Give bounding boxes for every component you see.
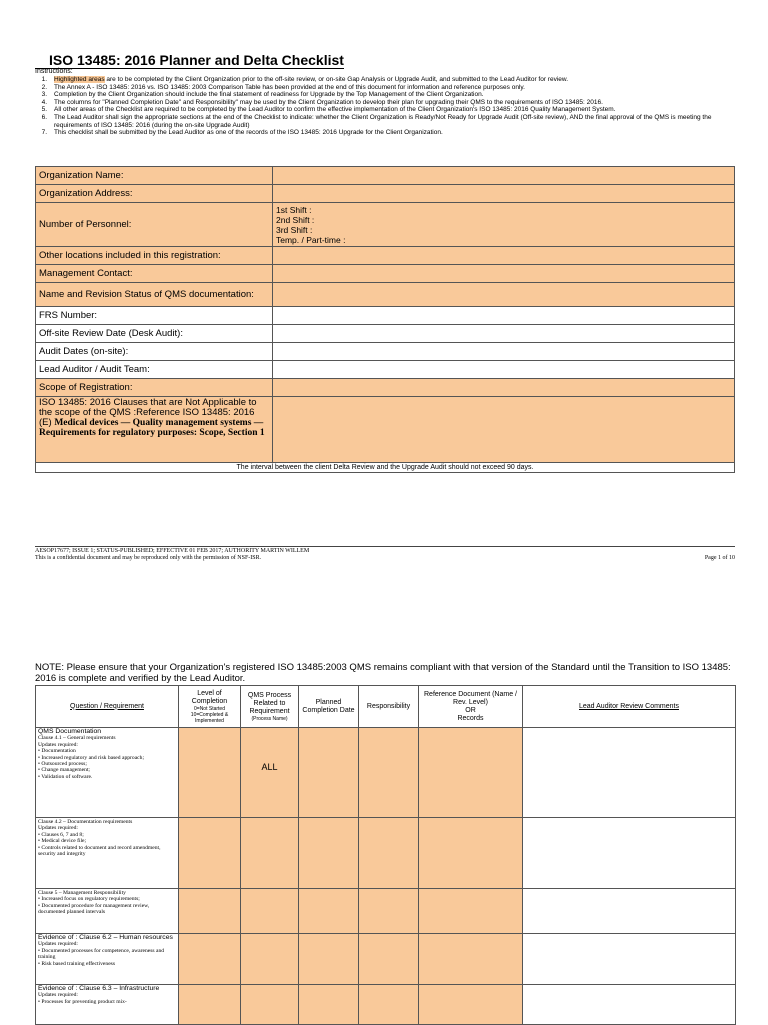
planned-date-cell[interactable] <box>299 934 359 985</box>
instruction-item: 2. The Annex A - ISO 13485: 2016 vs. ISO 13485: 2003 Comparison Table has been provided at the end of this document for information and reference purposes only. <box>41 83 525 91</box>
lead-comments-cell[interactable] <box>523 934 736 985</box>
label-audit-dates: Audit Dates (on-site): <box>36 343 273 361</box>
checklist-table <box>35 685 736 1025</box>
lead-comments-cell[interactable] <box>523 889 736 934</box>
lead-comments-cell[interactable] <box>523 728 736 818</box>
question-cell: Evidence of : Clause 6.2 – Human resources Updates required: • Documented processes for competence, awareness and training • Risk based training effectiveness <box>36 934 179 985</box>
footer-confidential: This is a confidential document and may be reproduced only with the permission of NSF-ISR. <box>35 555 262 561</box>
header-lead-auditor-comments: Lead Auditor Review Comments <box>523 686 736 728</box>
responsibility-cell[interactable] <box>359 934 419 985</box>
label-scope: Scope of Registration: <box>36 379 273 397</box>
header-responsibility: Responsibility <box>359 686 419 728</box>
level-cell[interactable] <box>179 818 241 889</box>
table-row <box>36 818 736 889</box>
qms-documentation-field[interactable] <box>273 283 735 307</box>
organization-info-table <box>35 166 735 473</box>
qms-process-cell[interactable] <box>241 818 299 889</box>
qms-process-cell[interactable] <box>241 985 299 1025</box>
label-personnel: Number of Personnel: <box>36 203 273 247</box>
label-other-locations: Other locations included in this registration: <box>36 247 273 265</box>
interval-note: The interval between the client Delta Review and the Upgrade Audit should not exceed 90 days. <box>36 463 735 473</box>
label-qms-documentation: Name and Revision Status of QMS documentation: <box>36 283 273 307</box>
instruction-item: 4. The columns for "Planned Completion Date" and Responsibility" may be used by the Client Organization to develop their plan for upgrading their QMS to the requirements of ISO 13485: 2016. <box>41 98 603 106</box>
instruction-item: 5. All other areas of the Checklist are required to be completed by the Lead Auditor to confirm the effective implementation of the Client Organization's ISO 13485: 2016 Quality Management System. <box>41 106 616 114</box>
level-cell[interactable] <box>179 985 241 1025</box>
instruction-item: 3. Completion by the Client Organization should include the final statement of readiness for Upgrade by the Top Management of the Client Organization. <box>41 91 484 99</box>
level-cell[interactable] <box>179 728 241 818</box>
level-cell[interactable] <box>179 889 241 934</box>
planned-date-cell[interactable] <box>299 728 359 818</box>
label-frs-number: FRS Number: <box>36 307 273 325</box>
reference-cell[interactable] <box>419 985 523 1025</box>
question-cell: Clause 4.2 – Documentation requirements Updates required: • Clauses 6, 7 and 8; • Medical device file; • Controls related to document and record amendment, security and integrity <box>36 818 179 889</box>
planned-date-cell[interactable] <box>299 818 359 889</box>
responsibility-cell[interactable] <box>359 728 419 818</box>
label-offsite-review: Off-site Review Date (Desk Audit): <box>36 325 273 343</box>
management-contact-field[interactable] <box>273 265 735 283</box>
shift-1: 1st Shift : <box>276 204 312 215</box>
label-management-contact: Management Contact: <box>36 265 273 283</box>
qms-process-cell[interactable] <box>241 889 299 934</box>
personnel-field[interactable] <box>273 203 735 247</box>
responsibility-cell[interactable] <box>359 985 419 1025</box>
temp-part-time: Temp. / Part-time : <box>276 234 346 245</box>
header-reference: Reference Document (Name / Rev. Level) OR Records <box>419 686 523 728</box>
qms-process-cell[interactable]: ALL <box>241 728 299 818</box>
page-footer <box>35 546 735 562</box>
header-qms-process: QMS Process Related to Requirement (Process Name) <box>241 686 299 728</box>
footer-document-id: AESOP17677; ISSUE 1; STATUS-PUBLISHED; EFFECTIVE 01 FEB 2017; AUTHORITY MARTIN WILLEM <box>35 548 310 554</box>
question-cell: Evidence of : Clause 6.3 – Infrastructure Updates required: • Processes for preventing product mix- <box>36 985 179 1025</box>
lead-comments-cell[interactable] <box>523 985 736 1025</box>
label-not-applicable-clauses: ISO 13485: 2016 Clauses that are Not Applicable to the scope of the QMS :Reference ISO 13485: 2016 (E) Medical devices — Quality management systems — Requirements for regulatory purposes: Scope, Section 1 <box>36 397 273 463</box>
shift-3: 3rd Shift : <box>276 224 313 235</box>
planned-date-cell[interactable] <box>299 889 359 934</box>
org-name-field[interactable] <box>273 167 735 185</box>
page-title: ISO 13485: 2016 Planner and Delta Checklist <box>35 52 768 69</box>
reference-cell[interactable] <box>419 818 523 889</box>
audit-dates-field[interactable] <box>273 343 735 361</box>
responsibility-cell[interactable] <box>359 818 419 889</box>
header-planned-date: Planned Completion Date <box>299 686 359 728</box>
frs-number-field[interactable] <box>273 307 735 325</box>
lead-auditor-field[interactable] <box>273 361 735 379</box>
table-row <box>36 728 736 818</box>
offsite-review-field[interactable] <box>273 325 735 343</box>
table-row <box>36 889 736 934</box>
reference-cell[interactable] <box>419 728 523 818</box>
instruction-item: 7. This checklist shall be submitted by the Lead Auditor as one of the records of the ISO 13485: 2016 Upgrade for the Client Organization. <box>41 129 443 137</box>
reference-cell[interactable] <box>419 934 523 985</box>
label-lead-auditor: Lead Auditor / Audit Team: <box>36 361 273 379</box>
table-row <box>36 934 736 985</box>
scope-field[interactable] <box>273 379 735 397</box>
label-org-address: Organization Address: <box>36 185 273 203</box>
not-applicable-clauses-field[interactable] <box>273 397 735 463</box>
lead-comments-cell[interactable] <box>523 818 736 889</box>
label-org-name: Organization Name: <box>36 167 273 185</box>
reference-cell[interactable] <box>419 889 523 934</box>
table-row <box>36 985 736 1025</box>
header-question: Question / Requirement <box>36 686 179 728</box>
instructions-list <box>35 76 750 137</box>
level-cell[interactable] <box>179 934 241 985</box>
instruction-item: 6. The Lead Auditor shall sign the appropriate sections at the end of the Checklist to indicate: whether the Client Organization is Ready/Not Ready for Upgrade Audit (Off-site review), AND the final approval of the QMS is meeting the requirements of ISO 13485: 2016 (during the on-site Upgrade Audit) <box>41 113 712 129</box>
planned-date-cell[interactable] <box>299 985 359 1025</box>
highlighted-areas: Highlighted areas <box>54 76 105 83</box>
question-cell: QMS Documentation Clause 4.1 – General requirements Updates required: • Documentation • Increased regulatory and risk based approach; • Outsourced process; • Change management; • Validation of software. <box>36 728 179 818</box>
page-number: Page 1 of 10 <box>704 555 735 561</box>
question-cell: Clause 5 – Management Responsibility • Increased focus on regulatory requirements; • Documented procedure for management review, documented planned intervals <box>36 889 179 934</box>
instructions-label: Instructions: <box>35 68 73 75</box>
compliance-note: NOTE: Please ensure that your Organization's registered ISO 13485:2003 QMS remains compliant with that version of the Standard until the Transition to ISO 13485: 2016 is complete and verified by the Lead Auditor. <box>35 662 731 684</box>
header-level: Level of Completion 0=Not Started 10=Completed & Implemented <box>179 686 241 728</box>
instruction-item: 1. Highlighted areas are to be completed by the Client Organization prior to the off-site review, or on-site Gap Analysis or Upgrade Audit, and submitted to the Lead Auditor for review. <box>41 76 569 83</box>
qms-process-cell[interactable] <box>241 934 299 985</box>
other-locations-field[interactable] <box>273 247 735 265</box>
responsibility-cell[interactable] <box>359 889 419 934</box>
shift-2: 2nd Shift : <box>276 214 315 225</box>
org-address-field[interactable] <box>273 185 735 203</box>
